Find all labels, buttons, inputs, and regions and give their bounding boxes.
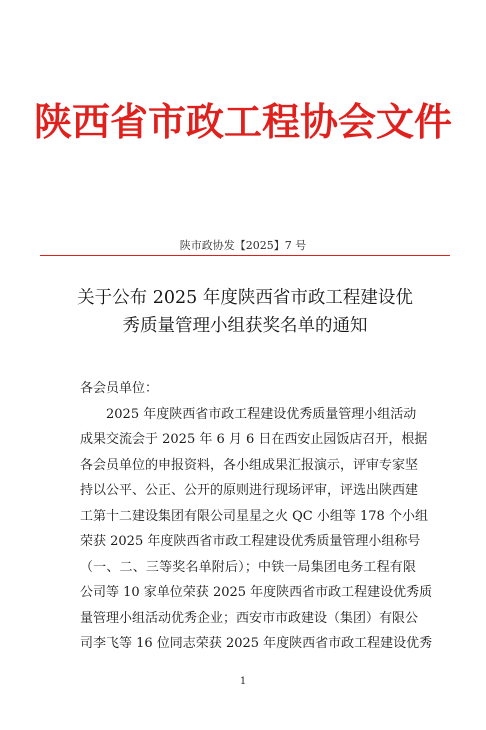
notice-body [80,376,433,657]
body-line-2: 成果交流会于 2025 年 6 月 6 日在西安止园饭店召开，根据 [80,432,428,447]
body-line-8: 公司等 10 家单位荣获 2025 年度陕西省市政工程建设优秀质 [80,585,433,600]
masthead-title: 陕西省市政工程协会文件 [33,99,452,144]
body-line-9: 量管理小组活动优秀企业；西安市市政建设（集团）有限公 [80,610,419,626]
body-line-1: 2025 年度陕西省市政工程建设优秀质量管理小组活动 [106,406,417,422]
notice-title-line-1: 关于公布 2025 年度陕西省市政工程建设优 [77,288,413,308]
red-divider-line [40,255,450,256]
body-line-10: 司李飞等 16 位同志荣获 2025 年度陕西省市政工程建设优秀 [80,636,433,651]
body-line-6: 荣获 2025 年度陕西省市政工程建设优秀质量管理小组称号 [80,534,421,549]
body-line-7: （一、二、三等奖名单附后）；中铁一局集团电务工程有限 [80,559,416,575]
document-number: 陕市政协发【2025】7 号 [179,239,307,252]
body-line-5: 工第十二建设集团有限公司星星之火 QC 小组等 178 个小组 [80,508,428,524]
body-line-3: 各会员单位的申报资料，各小组成果汇报演示，评审专家坚 [80,457,419,473]
notice-title-line-2: 秀质量管理小组获奖名单的通知 [122,316,368,336]
notice-title [40,284,450,340]
salutation: 各会员单位： [80,381,159,396]
page-number: 1 [239,676,247,687]
body-line-4: 持以公平、公正、公开的原则进行现场评审，评选出陕西建 [80,483,419,498]
